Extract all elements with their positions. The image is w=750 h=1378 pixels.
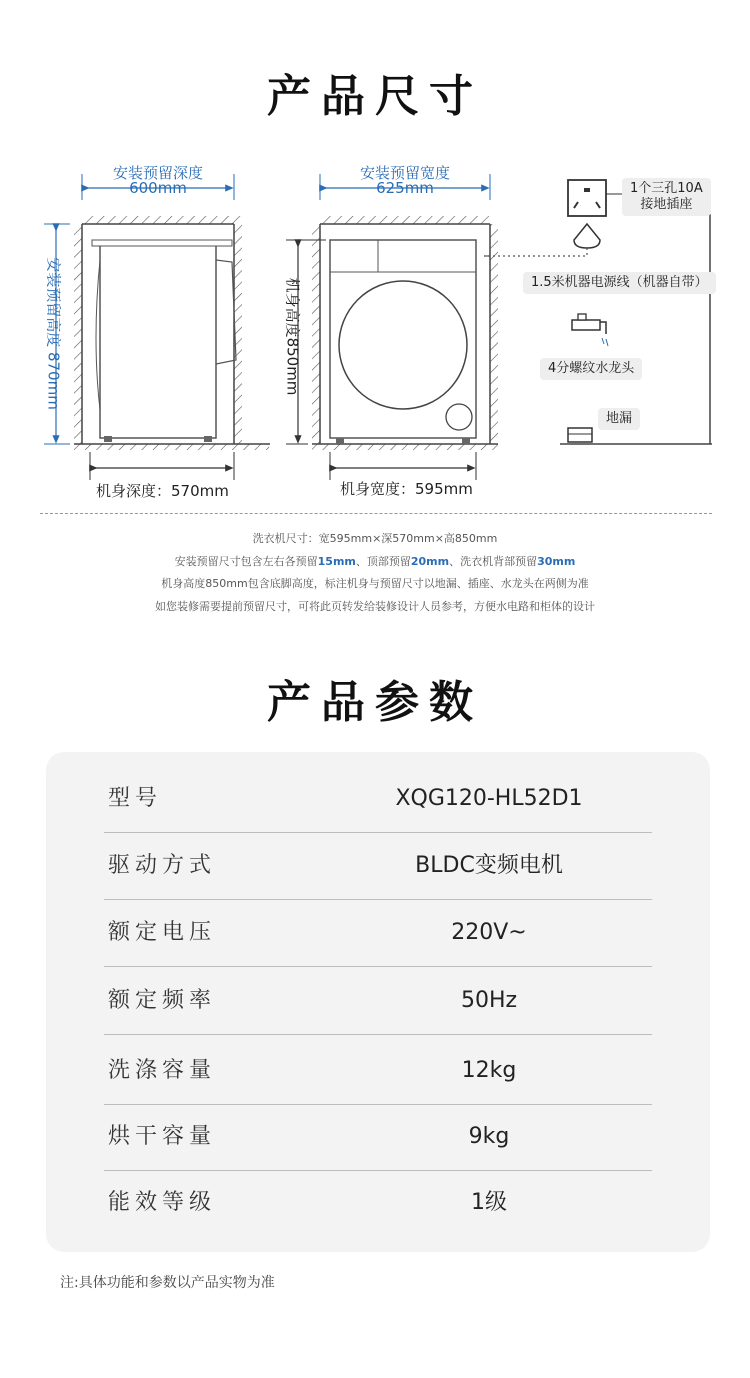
spec-value: 50Hz — [460, 988, 518, 1013]
spec-card — [46, 752, 710, 1252]
spec-row — [104, 968, 652, 1035]
spec-value: 1级 — [471, 1190, 507, 1215]
socket-label-line2: 接地插座 — [640, 197, 693, 212]
spec-value: 9kg — [468, 1124, 510, 1149]
spec-row — [104, 1104, 652, 1171]
footnote: 注:具体功能和参数以产品实物为准 — [60, 1275, 275, 1291]
install-depth-label: 安装预留深度 — [112, 164, 203, 182]
faucet-callout: 4分螺纹水龙头 — [540, 358, 642, 380]
spec-label: 驱动方式 — [108, 853, 217, 878]
install-width-label: 安装预留宽度 — [359, 164, 450, 182]
floor-drain-icon — [568, 428, 592, 442]
note-line-1: 洗衣机尺寸：宽595mm×深570mm×高850mm — [252, 532, 498, 545]
note-line-2 — [0, 553, 750, 569]
spec-row — [104, 1038, 652, 1105]
spec-row — [104, 900, 652, 967]
spec-value: XQG120-HL52D1 — [395, 786, 583, 811]
spec-label: 额定频率 — [108, 988, 217, 1013]
note-line-2a: 安装预留尺寸包含左右各预留 — [174, 555, 318, 568]
install-height-label: 安装预留高度 870mm — [44, 257, 63, 410]
note-line-2b: 15mm — [317, 555, 356, 568]
install-depth-value: 600mm — [129, 179, 187, 197]
body-depth-label: 机身深度：570mm — [96, 482, 229, 500]
note-line-4: 如您装修需要提前预留尺寸，可将此页转发给装修设计人员参考，方便水电路和柜体的设计 — [155, 600, 595, 613]
cord-callout: 1.5米机器电源线（机器自带） — [523, 272, 716, 294]
spec-label: 型号 — [108, 786, 163, 811]
socket-label-line1: 1个三孔10A — [630, 181, 703, 196]
spec-label: 洗涤容量 — [108, 1058, 217, 1083]
spec-row — [104, 833, 652, 900]
spec-row — [104, 1170, 652, 1236]
note-line-3: 机身高度850mm包含底脚高度，标注机身与预留尺寸以地漏、插座、水龙头在两侧为准 — [161, 577, 589, 590]
dashed-divider — [40, 513, 712, 514]
washing-machine-side-icon — [44, 174, 270, 480]
spec-label: 烘干容量 — [108, 1124, 217, 1149]
dimensions-title: 产品尺寸 — [267, 71, 483, 122]
socket-icon — [568, 180, 606, 216]
spec-label: 能效等级 — [108, 1190, 217, 1215]
faucet-icon — [572, 314, 608, 346]
note-line-2f: 30mm — [537, 555, 576, 568]
note-line-2e: 、洗衣机背部预留 — [449, 555, 538, 568]
note-line-2d: 20mm — [410, 555, 450, 568]
spec-value: 12kg — [461, 1058, 517, 1083]
plug-icon — [574, 224, 600, 248]
spec-value: BLDC变频电机 — [415, 853, 563, 878]
washing-machine-front-icon — [286, 174, 498, 480]
install-width-value: 625mm — [376, 179, 434, 197]
body-width-label: 机身宽度：595mm — [340, 480, 473, 498]
spec-value: 220V~ — [451, 920, 527, 945]
params-title: 产品参数 — [267, 677, 483, 728]
spec-row — [104, 766, 652, 833]
drain-callout: 地漏 — [598, 408, 640, 430]
note-line-2c: 、顶部预留 — [355, 555, 411, 568]
body-height-label: 机身高度850mm — [283, 277, 302, 396]
spec-label: 额定电压 — [108, 920, 217, 945]
socket-callout — [622, 178, 711, 216]
